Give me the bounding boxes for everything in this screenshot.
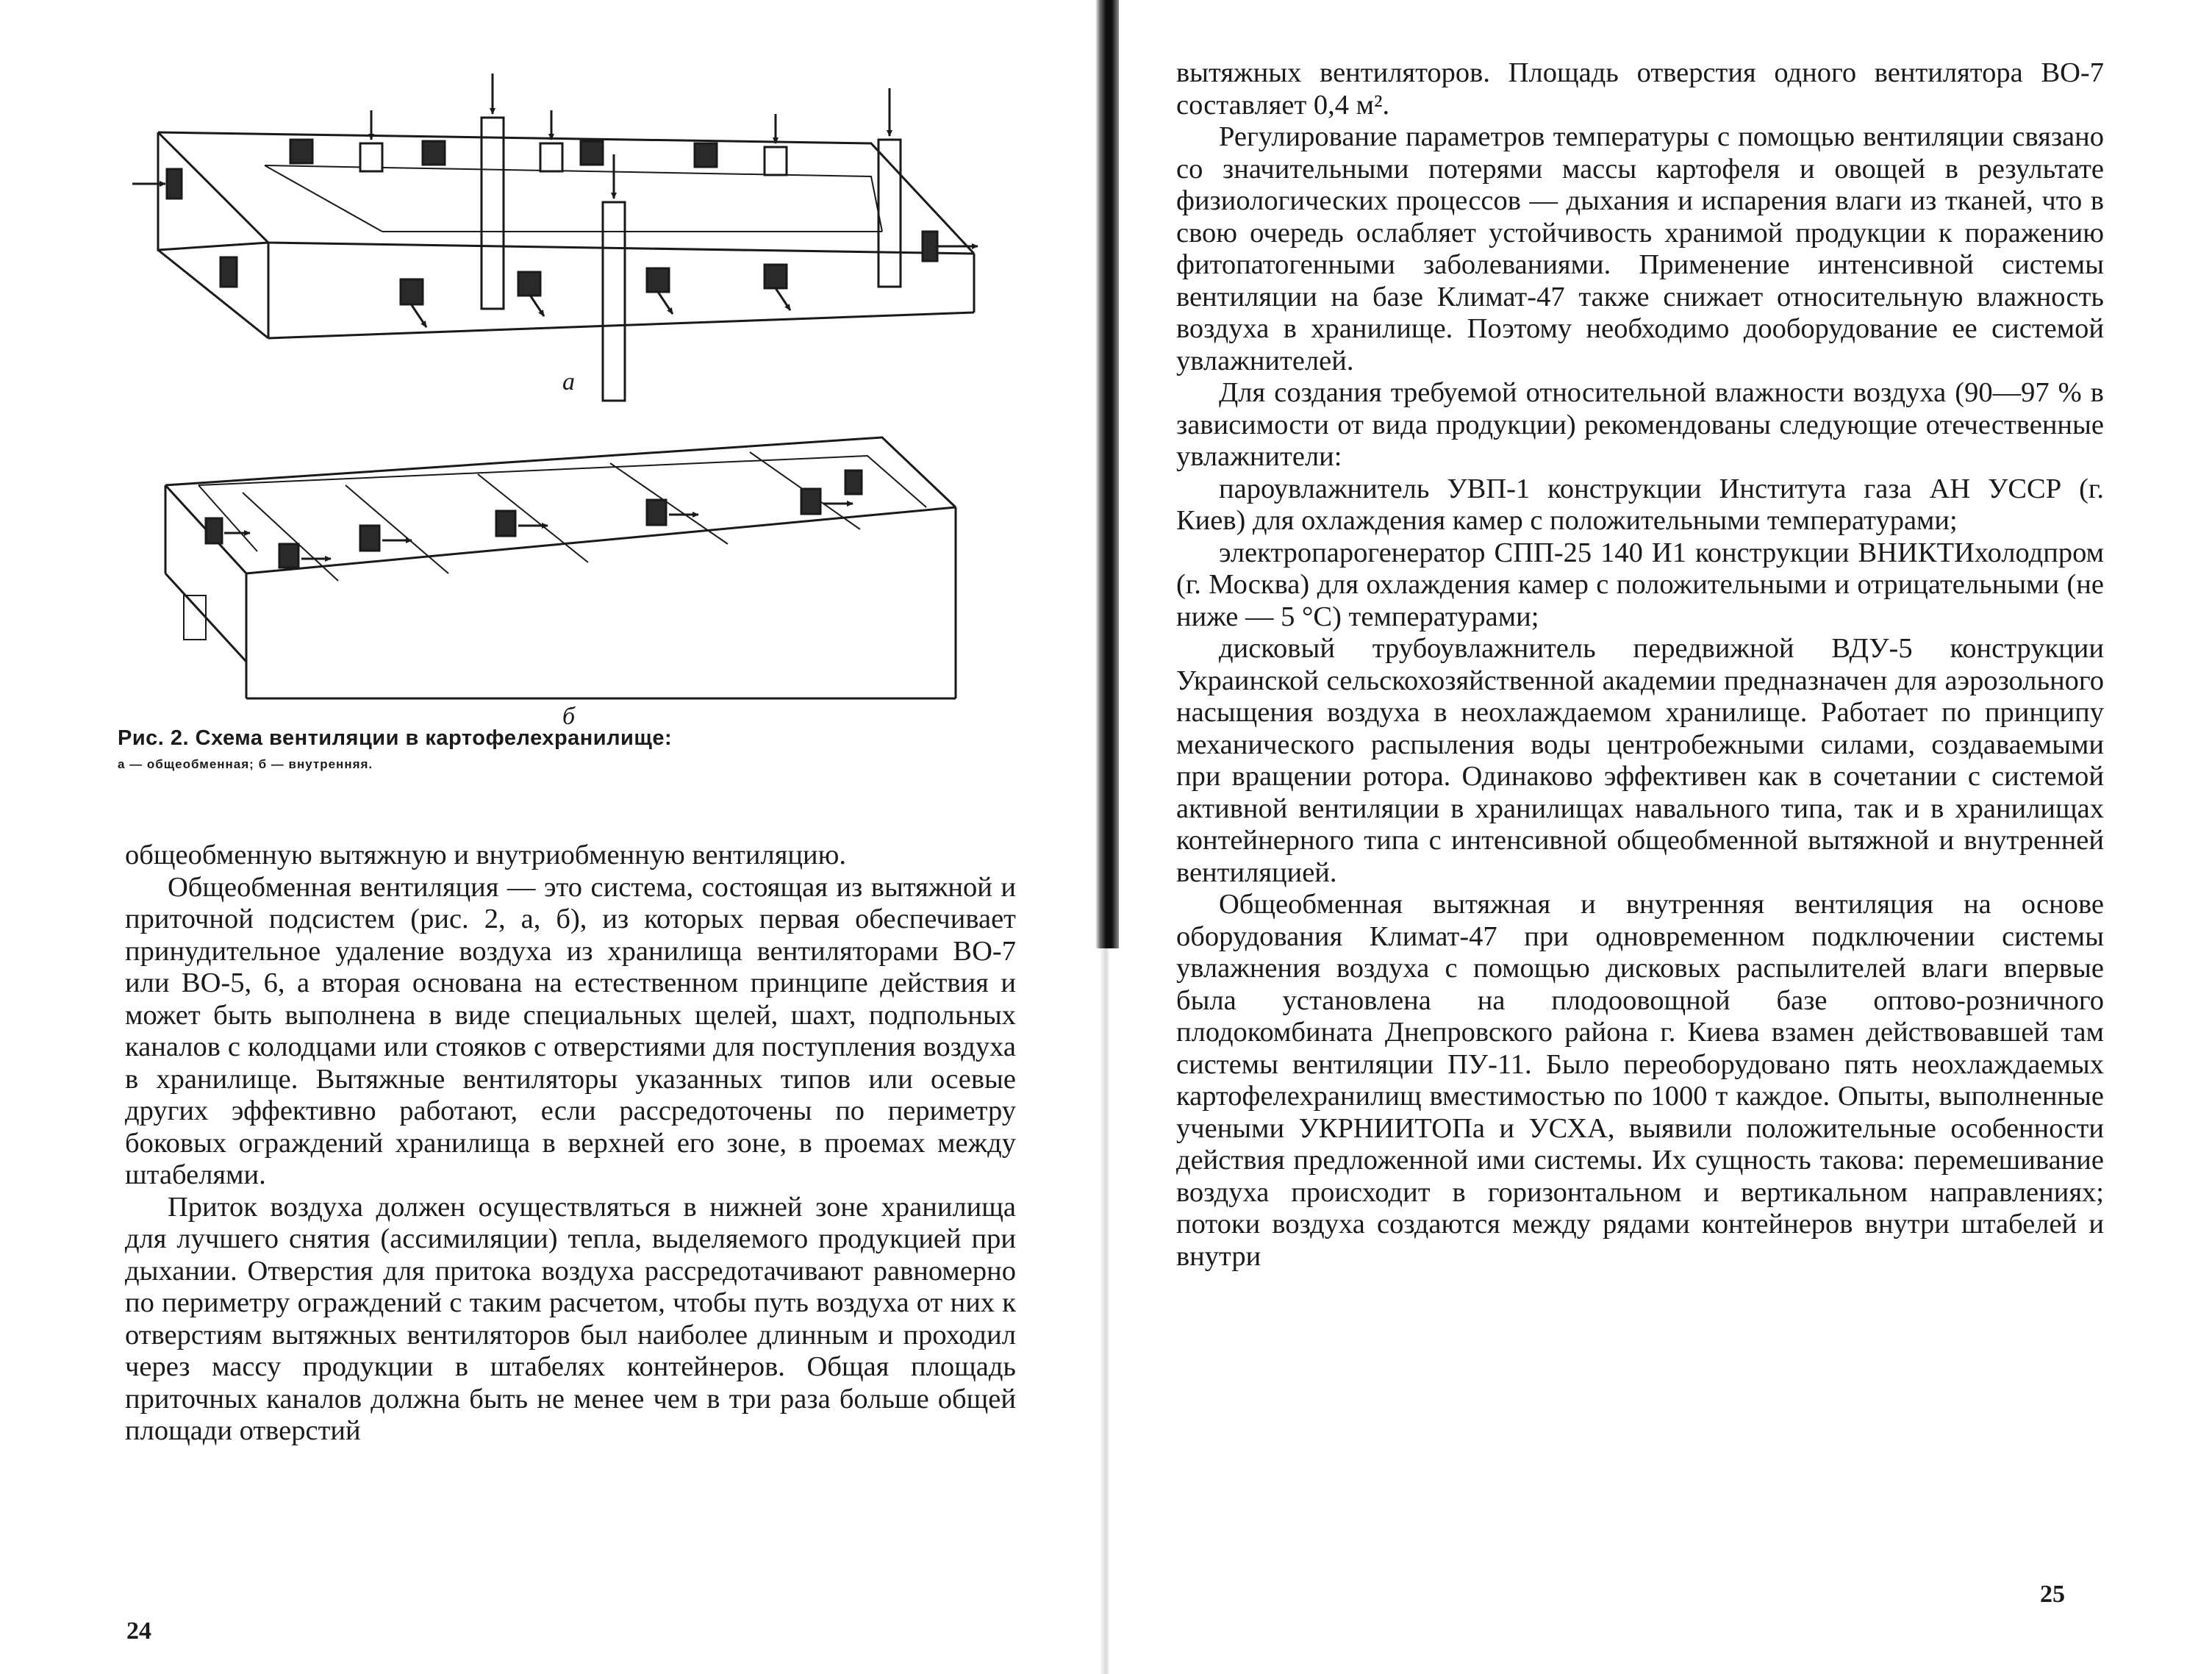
page-number-left: 24 (126, 1617, 151, 1645)
diagram-a (132, 74, 978, 401)
paragraph: Приток воздуха должен осуществляться в нижней зоне хранилища для лучшего снятия (ассимиляции) тепла, выделяемого продукцией при дыхании. Отверстия для притока воздуха рассредотачивают равномерно по периметру ограждений с таким расчетом, чтобы путь воздуха от них к отверстиям вытяжных вентиляторов был наиболее длинным и проходил через массу продукции в штабелях контейнеров. Общая площадь приточных каналов должна быть не менее чем в три раза больше общей площади отверстий (125, 1191, 1016, 1446)
paragraph: Общеобменная вытяжная и внутренняя вентиляция на основе оборудования Климат-47 при одновременном подключении системы увлажнения воздуха с помощью дисковых распылителей влаги впервые была установлена на плодоовощной базе оптово-розничного плодокомбината Днепровского района г. Киева взамен действовавшей там системы вентиляции ПУ-11. Было переоборудовано пять неохлаждаемых картофелехранилищ вместимостью по 1000 т каждое. Опыты, выполненные учеными УКРНИИТОПа и УСХА, выявили положительные особенности действия предложенной ими системы. Их сущность такова: перемешивание воздуха происходит в горизонтальном и вертикальном направлениях; потоки воздуха создаются между рядами контейнеров внутри штабелей и внутри (1176, 889, 2104, 1272)
figure-caption-subtitle: а — общеобменная; б — внутренняя. (118, 757, 373, 771)
left-body-text (125, 840, 1016, 1448)
paragraph: вытяжных вентиляторов. Площадь отверстия одного вентилятора ВО-7 составляет 0,4 м². (1176, 57, 2104, 121)
figure-caption-title: Рис. 2. Схема вентиляции в картофелехранилище: (118, 726, 673, 750)
paragraph: общеобменную вытяжную и внутриобменную вентиляцию. (125, 840, 846, 870)
ventilation-diagram (132, 74, 1007, 735)
figure-label-a: а (562, 368, 575, 396)
paragraph: Для создания требуемой относительной влажности воздуха (90—97 % в зависимости от вида продукции) рекомендованы следующие отечественные увлажнители: (1176, 377, 2104, 472)
list-item: дисковый трубоувлажнитель передвижной ВДУ-5 конструкции Украинской сельскохозяйственной академии предназначен для аэрозольного насыщения воздуха в неохлаждаемом хранилище. Работает по принципу механического распыления воды центробежными силами, создаваемыми при вращении ротора. Одинаково эффективен как в сочетании с системой активной вентиляции в хранилищах навального типа, так и в хранилищах контейнерного типа с интенсивной общеобменной вытяжной и внутренней вентиляцией. (1176, 633, 2104, 888)
ventilation-diagram-svg (132, 74, 1007, 735)
figure-label-b: б (562, 703, 576, 730)
page-number-right: 25 (2040, 1581, 2065, 1608)
paragraph: Регулирование параметров температуры с помощью вентиляции связано со значительными потерями массы картофеля и овощей в результате физиологических процессов — дыхания и испарения влаги из тканей, что в свою очередь ослабляет устойчивость хранимой продукции к поражению фитопатогенными заболеваниями. Применение интенсивной системы вентиляции на базе Климат-47 также снижает относительную влажность воздуха в хранилище. Поэтому необходимо дооборудование ее системой увлажнителей. (1176, 121, 2104, 376)
list-item: электропарогенератор СПП-25 140 И1 конструкции ВНИКТИхолодпром (г. Москва) для охлаждения камер с положительными и отрицательными (не ниже — 5 °С) температурами; (1176, 537, 2104, 632)
paragraph: Общеобменная вентиляция — это система, состоящая из вытяжной и приточной подсистем (рис. 2, а, б), из которых первая обеспечивает принудительное удаление воздуха из хранилища вентиляторами ВО-7 или ВО-5, 6, а вторая основана на естественном принципе действия и может быть выполнена в виде специальных щелей, шахт, подпольных каналов с колодцами или стояков с отверстиями для поступления воздуха в хранилище. Вытяжные вентиляторы указанных типов или осевые других эффективно работают, если рассредоточены по периметру боковых ограждений хранилища в верхней его зоне, в проемах между штабелями. (125, 871, 1016, 1190)
list-item: пароувлажнитель УВП-1 конструкции Института газа АН УССР (г. Киев) для охлаждения камер с положительными температурами; (1176, 473, 2104, 536)
right-body-text (1176, 57, 2104, 1273)
left-page (0, 0, 1103, 1674)
right-page (1103, 0, 2212, 1674)
diagram-b (165, 437, 956, 698)
